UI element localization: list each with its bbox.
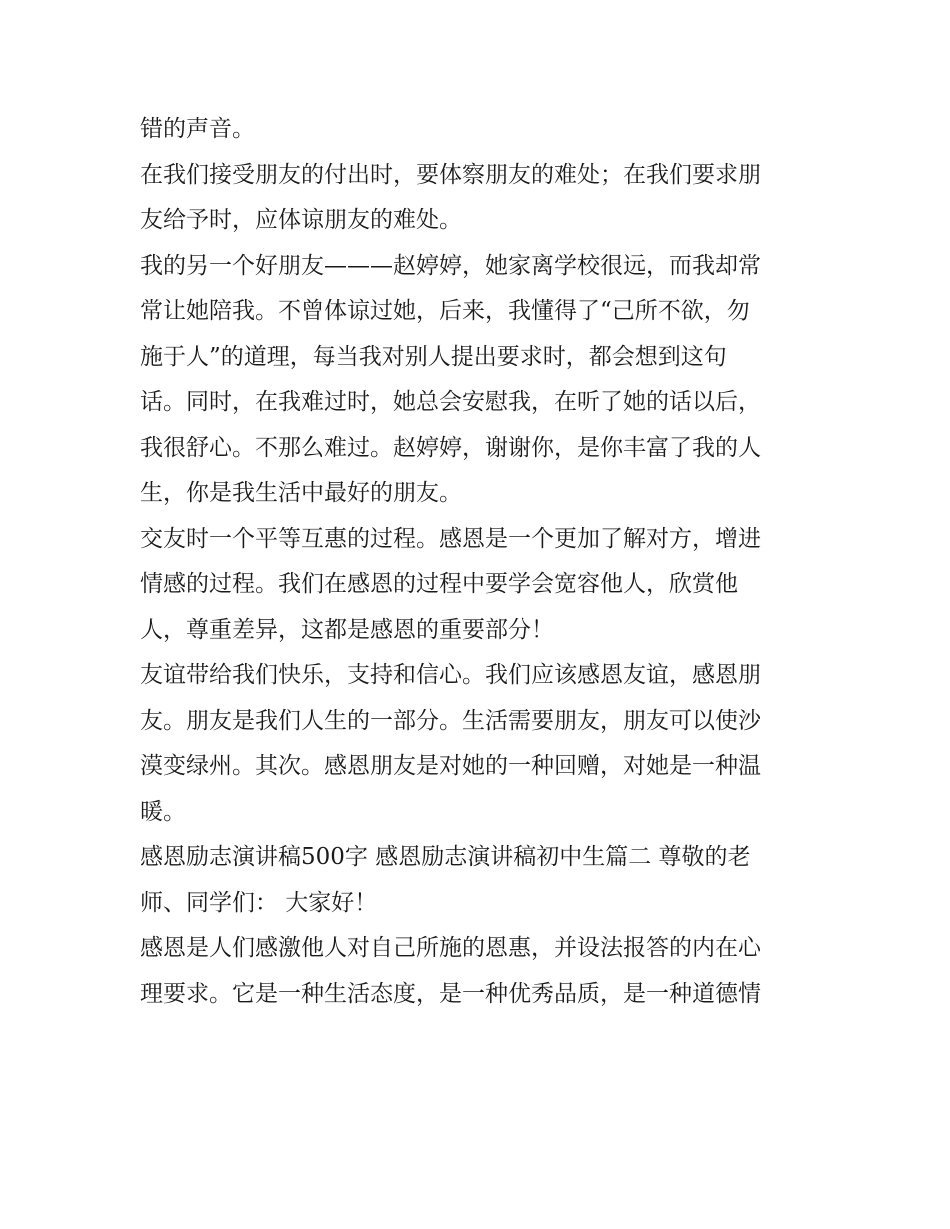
document-body (140, 107, 830, 1017)
text-line-8: 我很舒心。不那么难过。赵婷婷，谢谢你，是你丰富了我的人 (140, 434, 761, 461)
text-line-5: 常让她陪我。不曾体谅过她，后来，我懂得了“己所不欲，勿 (140, 298, 750, 324)
text-line-16: 暖。 (140, 798, 186, 825)
text-line-15: 漠变绿州。其次。感恩朋友是对她的一种回赠，对她是一种温 (140, 753, 761, 779)
text-line-7: 话。同时，在我难过时，她总会安慰我，在听了她的话以后， (140, 389, 761, 415)
text-line-18: 师、同学们： 大家好！ (140, 889, 378, 916)
text-line-6: 施于人”的道理，每当我对别人提出要求时，都会想到这句 (140, 343, 727, 370)
text-line-11: 情感的过程。我们在感恩的过程中要学会宽容他人，欣赏他 (140, 571, 738, 597)
text-line-14: 友。朋友是我们人生的一部分。生活需要朋友，朋友可以使沙 (140, 707, 761, 734)
text-line-19: 感恩是人们感激他人对自己所施的恩惠，并设法报答的内在心 (140, 935, 761, 961)
text-line-2: 在我们接受朋友的付出时，要体察朋友的难处；在我们要求朋 (140, 161, 761, 188)
text-line-17: 感恩励志演讲稿500字 感恩励志演讲稿初中生篇二 尊敬的老 (140, 844, 751, 870)
text-line-4: 我的另一个好朋友———赵婷婷，她家离学校很远，而我却常 (140, 252, 761, 279)
text-line-1: 错的声音。 (140, 116, 255, 142)
text-line-13: 友谊带给我们快乐，支持和信心。我们应该感恩友谊，感恩朋 (140, 662, 761, 688)
text-line-3: 友给予时，应体谅朋友的难处。 (140, 207, 462, 233)
text-line-20: 理要求。它是一种生活态度，是一种优秀品质，是一种道德情 (140, 980, 761, 1007)
text-line-10: 交友时一个平等互惠的过程。感恩是一个更加了解对方，增进 (140, 525, 761, 552)
text-line-12: 人，尊重差异，这都是感恩的重要部分！ (140, 616, 554, 643)
text-line-9: 生，你是我生活中最好的朋友。 (140, 480, 462, 506)
